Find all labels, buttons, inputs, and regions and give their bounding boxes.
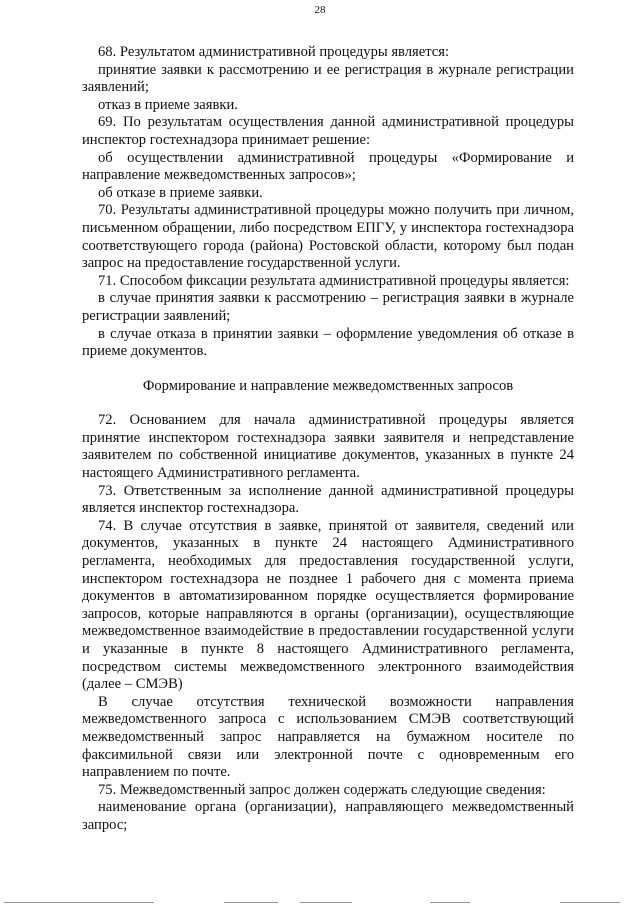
paragraph-74: 74. В случае отсутствия в заявке, принятой от заявителя, сведений или документов, указанных в пункте 24 настоящего Административного регламента, необходимых для предоставления государственной услуги, инспектором гостехнадзора не позднее 1 рабочего дня с момента приема документов в автоматизированном порядке осуществляется формирование запросов, которые направляются в органы (организации), осуществляющие межведомственное взаимодействие в предоставлении государственной услуги и указанные в пункте 8 настоящего Административного регламента, посредством системы межведомственного электронного взаимодействия (далее – СМЭВ): [82, 517, 574, 693]
paragraph-71-item-2: в случае отказа в принятии заявки – оформление уведомления об отказе в приеме документов.: [82, 325, 574, 360]
scan-mark: [560, 902, 620, 903]
paragraph-75: 75. Межведомственный запрос должен содержать следующие сведения:: [98, 781, 546, 798]
paragraph-72: 72. Основанием для начала административной процедуры является принятие инспектором гостехнадзора заявки заявителя и непредставление заявителем по собственной инициативе документов, указанных в пункте 24 настоящего Административного регламента.: [82, 412, 574, 482]
paragraph-68-item-1: принятие заявки к рассмотрению и ее регистрация в журнале регистрации заявлений;: [82, 61, 574, 96]
scan-mark: [430, 902, 470, 903]
paragraph-71-item-1: в случае принятия заявки к рассмотрению – регистрация заявки в журнале регистрации заявлений;: [82, 290, 574, 324]
page-number: 28: [314, 4, 326, 16]
paragraph-68: 68. Результатом административной процедуры является:: [98, 44, 450, 60]
paragraph-69-item-1: об осуществлении административной процедуры «Формирование и направление межведомственных запросов»;: [82, 149, 574, 184]
scan-edge-marks: [0, 897, 640, 905]
paragraph-69: 69. По результатам осуществления данной административной процедуры инспектор гостехнадзора принимает решение:: [82, 114, 574, 148]
paragraph-68-item-2: отказ в приеме заявки.: [98, 96, 238, 113]
paragraph-71: 71. Способом фиксации результата административной процедуры является:: [98, 272, 570, 289]
paragraph-74-continuation: В случае отсутствия технической возможности направления межведомственного запроса с использованием СМЭВ соответствующий межведомственный запрос направляется на бумажном носителе по факсимильной связи или электронной почте с одновременным его направлением по почте.: [82, 693, 574, 781]
scan-mark: [300, 902, 352, 903]
paragraph-75-item-1: наименование органа (организации), направляющего межведомственный запрос;: [82, 799, 574, 833]
scan-mark: [224, 902, 278, 903]
paragraph-73: 73. Ответственным за исполнение данной административной процедуры является инспектор гостехнадзора.: [82, 482, 574, 517]
document-body: [82, 44, 574, 835]
section-heading: Формирование и направление межведомственных запросов: [142, 377, 514, 394]
paragraph-70: 70. Результаты административной процедуры можно получить при личном, письменном обращении, либо посредством ЕПГУ, у инспектора гостехнадзора соответствующего города (района) Ростовской области, которому был подан запрос на предоставление государственной услуги.: [82, 202, 574, 272]
scan-mark: [4, 902, 154, 903]
paragraph-69-item-2: об отказе в приеме заявки.: [98, 184, 263, 201]
